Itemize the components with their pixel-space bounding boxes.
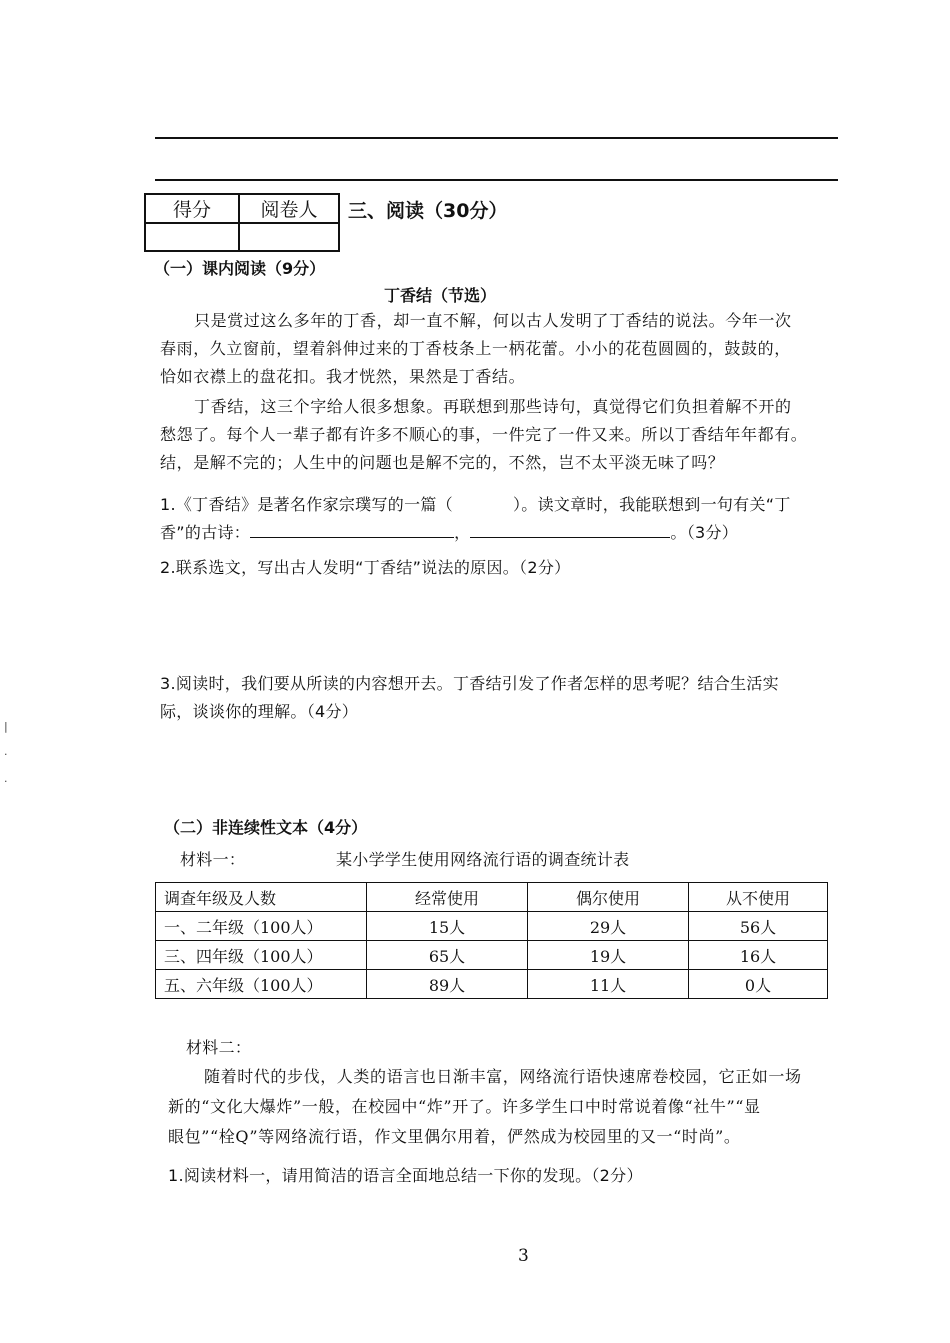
question-3-answer-area[interactable] (160, 728, 840, 808)
passage-line: 只是赏过这么多年的丁香，却一直不解，何以古人发明了丁香结的说法。今年一次 (194, 311, 792, 330)
passage-title: 丁香结（节选） (384, 286, 497, 305)
table-cell: 一、二年级（100人） (156, 912, 367, 941)
part2-question-1: 1.阅读材料一，请用简洁的语言全面地总结一下你的发现。（2分） (168, 1166, 643, 1185)
table-header: 从不使用 (689, 883, 828, 912)
scan-mark: | (4, 720, 8, 733)
table-cell: 三、四年级（100人） (156, 941, 367, 970)
table-cell: 65人 (367, 941, 528, 970)
survey-table (155, 882, 828, 999)
passage-line: 结，是解不完的；人生中的问题也是解不完的，不然，岂不太平淡无味了吗？ (160, 453, 725, 472)
table-cell: 56人 (689, 912, 828, 941)
question-3-line: 3.阅读时，我们要从所读的内容想开去。丁香结引发了作者怎样的思考呢？结合生活实 (160, 674, 779, 693)
table-cell: 15人 (367, 912, 528, 941)
material2-line: 随着时代的步伐，人类的语言也日渐丰富，网络流行语快速席卷校园，它正如一场 (204, 1067, 802, 1086)
table-cell: 五、六年级（100人） (156, 970, 367, 999)
material2-label: 材料二： (186, 1038, 252, 1057)
question-1 (160, 491, 860, 547)
question-1-comma: ， (454, 523, 471, 542)
score-label: 得分 (145, 194, 239, 223)
question-3-line: 际，谈谈你的理解。（4分） (160, 702, 359, 721)
score-input-cell[interactable] (145, 223, 239, 251)
poem-blank-2[interactable] (470, 519, 670, 538)
scan-mark: · (4, 748, 8, 761)
passage-paragraph-1 (160, 307, 860, 391)
table-cell: 29人 (528, 912, 689, 941)
section-title: 三、阅读（30分） (348, 200, 508, 222)
material2-line: 新的“文化大爆炸”一般，在校园中“炸”开了。许多学生口中时常说着像“社牛”“显 (168, 1097, 761, 1116)
passage-line: 恰如衣襟上的盘花扣。我才恍然，果然是丁香结。 (160, 367, 526, 386)
question-3 (160, 670, 870, 726)
question-1-text-b: ）。读文章时，我能联想到一句有关“丁 (512, 495, 791, 514)
poem-blank-1[interactable] (250, 519, 454, 538)
question-2: 2.联系选文，写出古人发明“丁香结”说法的原因。（2分） (160, 558, 571, 577)
table-header: 经常使用 (367, 883, 528, 912)
material2-line: 眼包”“栓Q”等网络流行语，作文里偶尔用着，俨然成为校园里的又一“时尚”。 (168, 1127, 741, 1146)
material2-text (168, 1062, 868, 1152)
table-row (156, 912, 828, 941)
page-number: 3 (518, 1246, 529, 1266)
grader-label: 阅卷人 (239, 194, 339, 223)
table-header-row (156, 883, 828, 912)
part2-question-1-answer-area[interactable] (168, 1192, 848, 1242)
table-header: 调查年级及人数 (156, 883, 367, 912)
table-row (156, 970, 828, 999)
question-1-end: 。（3分） (670, 523, 739, 542)
scan-mark: · (4, 775, 8, 788)
part2-heading: （二）非连续性文本（4分） (164, 818, 368, 837)
question-1-text-c: 香”的古诗： (160, 523, 251, 542)
question-1-text-a: 1.《丁香结》是著名作家宗璞写的一篇（ (160, 495, 453, 514)
score-box (144, 193, 340, 252)
table-row (156, 941, 828, 970)
passage-line: 愁怨了。每个人一辈子都有许多不顺心的事，一件完了一件又来。所以丁香结年年都有。 (160, 425, 808, 444)
table-cell: 11人 (528, 970, 689, 999)
top-answer-line-1 (155, 137, 838, 139)
passage-line: 春雨，久立窗前，望着斜伸过来的丁香枝条上一柄花蕾。小小的花苞圆圆的，鼓鼓的， (160, 339, 791, 358)
material1-label: 材料一： (180, 850, 246, 869)
table-cell: 19人 (528, 941, 689, 970)
grader-input-cell[interactable] (239, 223, 339, 251)
top-answer-line-2 (155, 179, 838, 181)
passage-line: 丁香结，这三个字给人很多想象。再联想到那些诗句，真觉得它们负担着解不开的 (194, 397, 792, 416)
table-header: 偶尔使用 (528, 883, 689, 912)
table-cell: 0人 (689, 970, 828, 999)
part1-heading: （一）课内阅读（9分） (154, 259, 326, 278)
table-title: 某小学学生使用网络流行语的调查统计表 (336, 850, 630, 869)
table-cell: 16人 (689, 941, 828, 970)
passage-paragraph-2 (160, 393, 860, 477)
question-2-answer-area[interactable] (160, 585, 840, 665)
table-cell: 89人 (367, 970, 528, 999)
